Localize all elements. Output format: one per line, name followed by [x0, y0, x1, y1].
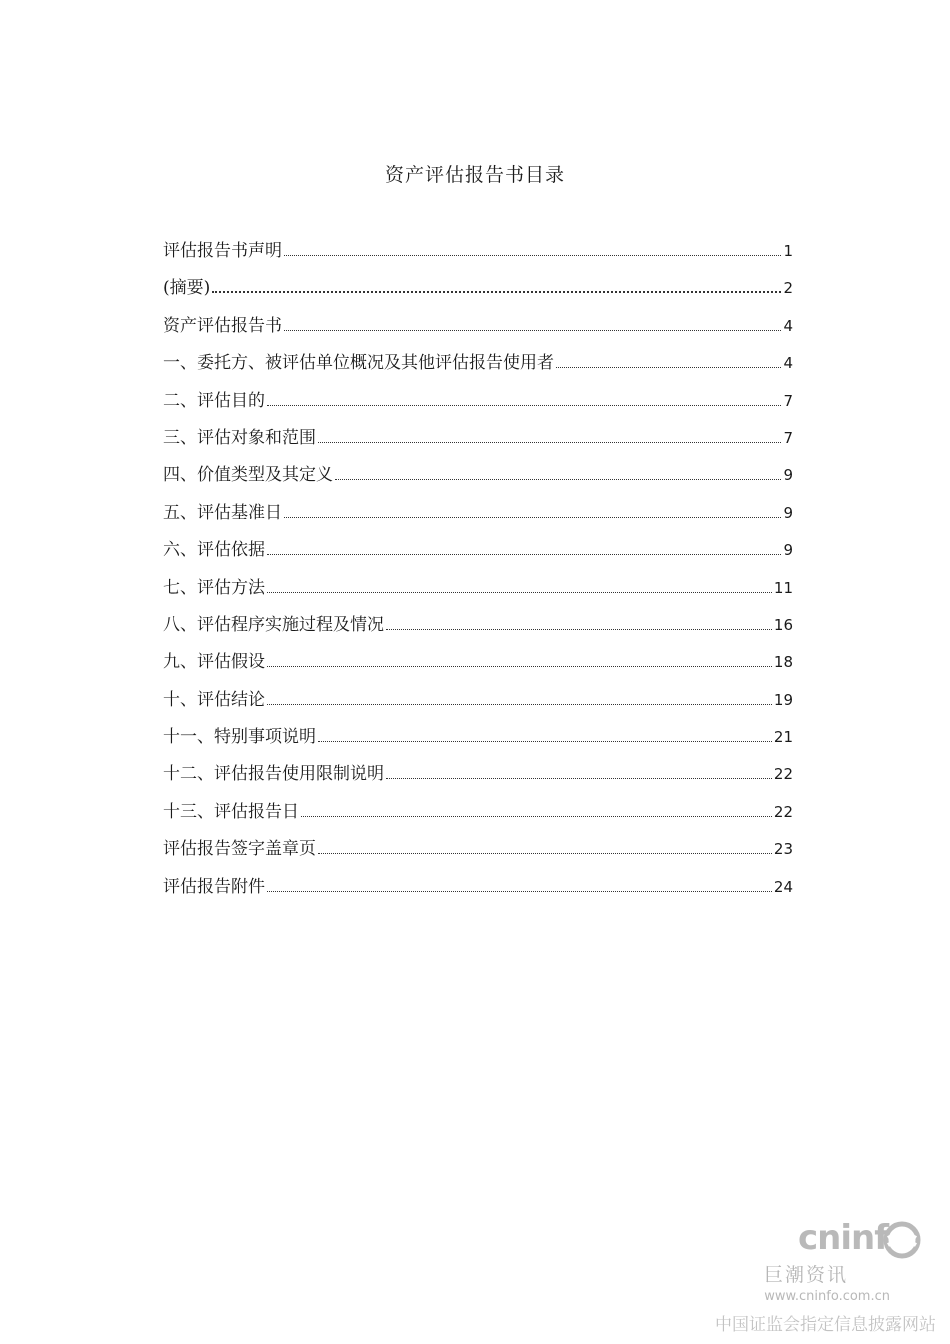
toc-entry[interactable] — [163, 460, 793, 497]
toc-entry[interactable] — [163, 236, 793, 273]
toc-entry-label: 四、价值类型及其定义 — [163, 465, 333, 486]
toc-dot-leader — [267, 405, 781, 406]
toc-entry-page-number: 21 — [773, 728, 793, 747]
toc-entry-page-number: 4 — [783, 316, 793, 335]
toc-entry-page-number: 11 — [773, 578, 793, 597]
toc-dot-leader — [267, 554, 781, 555]
toc-entry-label: 十一、特别事项说明 — [163, 727, 316, 748]
toc-dot-leader — [301, 816, 772, 817]
toc-dot-leader — [318, 741, 772, 742]
toc-entry-page-number: 16 — [773, 615, 793, 634]
toc-dot-leader — [335, 479, 781, 480]
toc-entry[interactable] — [163, 759, 793, 796]
watermark-brand-cn: 巨潮资讯 — [763, 1264, 848, 1286]
toc-entry[interactable] — [163, 273, 793, 310]
toc-entry-label: 评估报告附件 — [163, 876, 265, 897]
toc-entry[interactable] — [163, 573, 793, 610]
toc-entry[interactable] — [163, 498, 793, 535]
toc-entry[interactable] — [163, 685, 793, 722]
toc-entry[interactable] — [163, 423, 793, 460]
toc-dot-leader — [284, 517, 781, 518]
toc-entry-page-number: 24 — [773, 877, 793, 896]
toc-dot-leader — [556, 367, 781, 368]
toc-entry-page-number: 7 — [783, 428, 793, 447]
toc-entry-page-number: 22 — [773, 765, 793, 784]
watermark-brand: cninf — [797, 1218, 888, 1258]
toc-dot-leader — [267, 592, 772, 593]
toc-entry-label: 评估报告签字盖章页 — [163, 839, 316, 860]
toc-entry[interactable] — [163, 834, 793, 871]
table-of-contents — [163, 236, 793, 909]
cninfo-swoosh-icon — [882, 1220, 922, 1260]
toc-dot-leader — [386, 629, 772, 630]
toc-entry-label: 九、评估假设 — [163, 652, 265, 673]
toc-entry-page-number: 4 — [783, 354, 793, 373]
toc-dot-leader — [318, 442, 781, 443]
toc-dot-leader — [267, 891, 772, 892]
toc-entry-page-number: 7 — [783, 391, 793, 410]
toc-entry-page-number: 2 — [783, 279, 793, 298]
toc-entry-label: 五、评估基准日 — [163, 502, 282, 523]
toc-entry-label: 十、评估结论 — [163, 689, 265, 710]
toc-entry-label: 一、委托方、被评估单位概况及其他评估报告使用者 — [163, 353, 554, 374]
cninfo-watermark — [706, 1218, 936, 1338]
toc-entry-label: 十三、评估报告日 — [163, 801, 299, 822]
toc-dot-leader — [267, 704, 772, 705]
toc-dot-leader — [318, 853, 772, 854]
toc-entry-label: 三、评估对象和范围 — [163, 427, 316, 448]
toc-entry[interactable] — [163, 722, 793, 759]
toc-dot-leader — [212, 291, 781, 293]
toc-entry-page-number: 9 — [783, 466, 793, 485]
toc-entry-page-number: 18 — [773, 653, 793, 672]
toc-entry-page-number: 23 — [773, 840, 793, 859]
toc-entry[interactable] — [163, 311, 793, 348]
toc-entry[interactable] — [163, 348, 793, 385]
page-title: 资产评估报告书目录 — [384, 164, 565, 186]
toc-entry-label: 七、评估方法 — [163, 577, 265, 598]
toc-dot-leader — [267, 666, 772, 667]
toc-entry-label: 八、评估程序实施过程及情况 — [163, 614, 384, 635]
toc-entry[interactable] — [163, 797, 793, 834]
toc-entry-label: 评估报告书声明 — [163, 241, 282, 261]
toc-entry[interactable] — [163, 610, 793, 647]
toc-dot-leader — [284, 330, 781, 331]
toc-entry-page-number: 9 — [783, 541, 793, 560]
toc-entry-label: 资产评估报告书 — [163, 315, 282, 336]
toc-entry-label: (摘要) — [163, 278, 211, 299]
toc-entry-page-number: 19 — [773, 690, 793, 709]
watermark-url: www.cninfo.com.cn — [764, 1289, 890, 1304]
toc-entry[interactable] — [163, 535, 793, 572]
toc-entry-page-number: 22 — [773, 802, 793, 821]
toc-entry-label: 六、评估依据 — [163, 540, 265, 561]
toc-entry-page-number: 1 — [783, 242, 793, 260]
toc-dot-leader — [386, 778, 772, 779]
toc-entry[interactable] — [163, 647, 793, 684]
toc-dot-leader — [284, 255, 781, 256]
toc-entry[interactable] — [163, 386, 793, 423]
watermark-tagline: 中国证监会指定信息披露网站 — [715, 1315, 936, 1335]
toc-entry-label: 十二、评估报告使用限制说明 — [163, 764, 384, 785]
toc-entry-label: 二、评估目的 — [163, 390, 265, 411]
toc-entry[interactable] — [163, 872, 793, 909]
toc-entry-page-number: 9 — [783, 503, 793, 522]
